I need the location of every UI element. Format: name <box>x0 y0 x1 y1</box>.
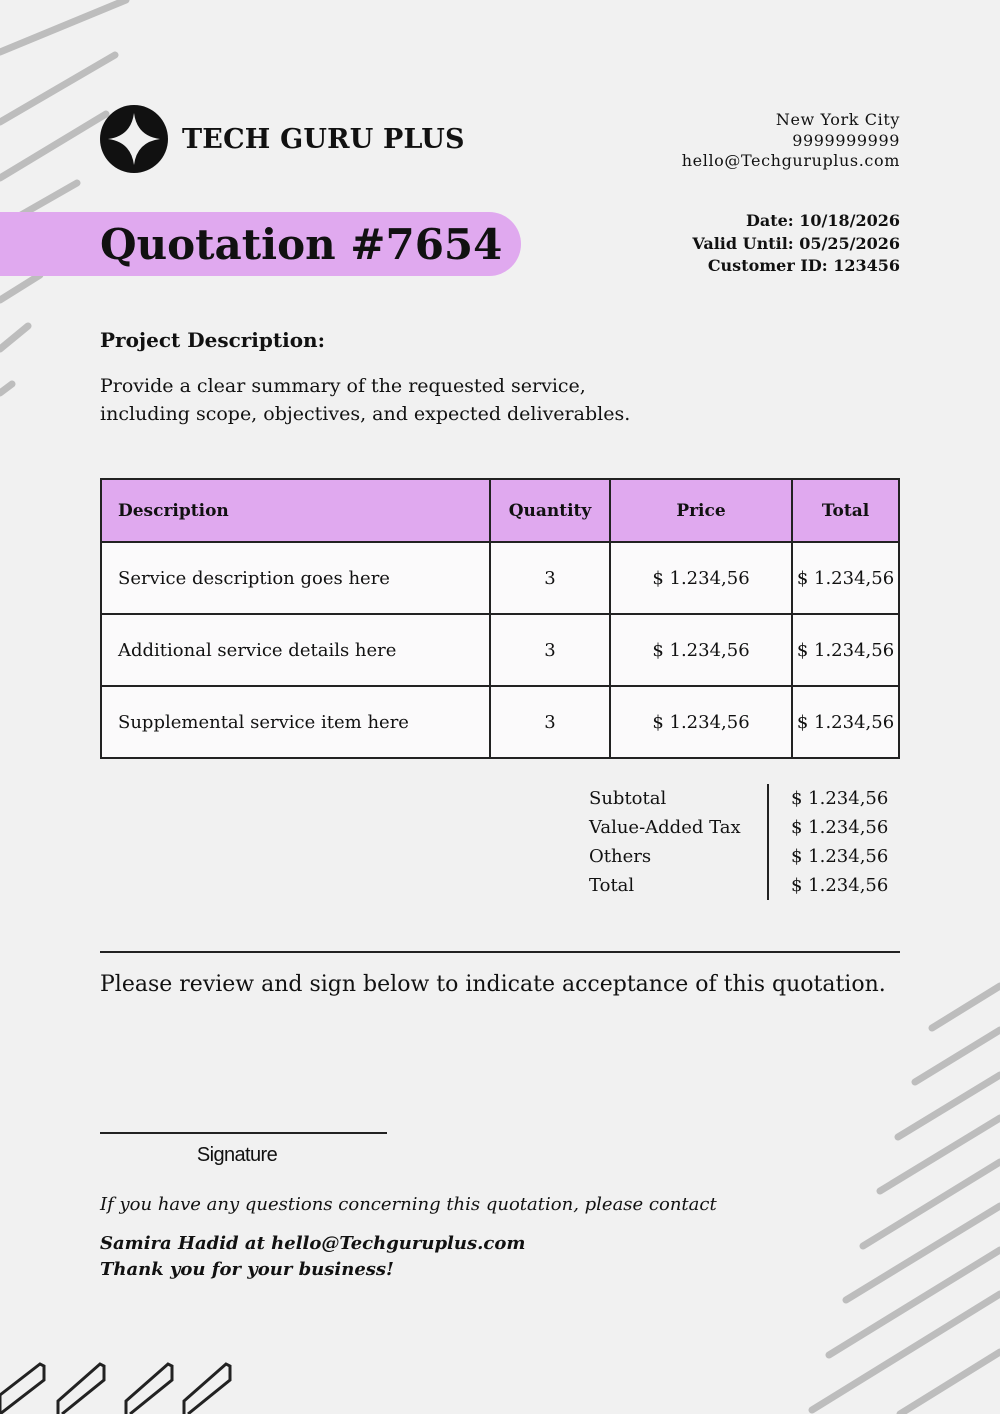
brand-logo <box>100 105 465 173</box>
item-quantity: 3 <box>490 614 610 686</box>
item-quantity: 3 <box>490 686 610 758</box>
table-header-row <box>101 479 899 542</box>
summary-row-others <box>589 842 888 871</box>
company-contact <box>682 110 900 172</box>
column-header-quantity: Quantity <box>490 479 610 542</box>
quotation-valid-until: Valid Until: 05/25/2026 <box>692 233 900 253</box>
summary-label: Total <box>589 875 635 896</box>
column-header-price: Price <box>610 479 792 542</box>
project-description-text <box>100 372 660 428</box>
item-total: $ 1.234,56 <box>792 614 899 686</box>
totals-summary <box>589 784 888 900</box>
item-price: $ 1.234,56 <box>610 542 792 614</box>
summary-value: $ 1.234,56 <box>791 817 889 838</box>
footer-thanks: Thank you for your business! <box>100 1259 394 1280</box>
brand-name: TECH GURU PLUS <box>182 123 465 155</box>
four-point-star-icon <box>100 105 168 173</box>
summary-row-subtotal <box>589 784 888 813</box>
quotation-date: Date: 10/18/2026 <box>745 211 900 230</box>
summary-label: Value-Added Tax <box>589 817 741 838</box>
acceptance-statement: Please review and sign below to indicate acceptance of this quotation. <box>100 972 886 997</box>
item-description: Additional service details here <box>101 614 490 686</box>
item-price: $ 1.234,56 <box>610 686 792 758</box>
item-quantity: 3 <box>490 542 610 614</box>
project-description-line: Provide a clear summary of the requested service, <box>100 375 586 397</box>
summary-value: $ 1.234,56 <box>791 788 889 809</box>
column-header-total: Total <box>792 479 899 542</box>
line-items-table <box>100 478 900 759</box>
item-total: $ 1.234,56 <box>792 542 899 614</box>
summary-value: $ 1.234,56 <box>791 875 889 896</box>
summary-row-total <box>589 871 888 900</box>
summary-divider <box>767 784 769 900</box>
project-description-heading: Project Description: <box>100 328 325 352</box>
footer-closing <box>100 1231 525 1283</box>
summary-label: Subtotal <box>589 788 667 809</box>
item-description: Service description goes here <box>101 542 490 614</box>
quotation-meta <box>692 210 900 278</box>
summary-row-vat <box>589 813 888 842</box>
summary-label: Others <box>589 846 652 867</box>
customer-id: Customer ID: 123456 <box>707 256 900 275</box>
table-row <box>101 614 899 686</box>
project-description-line: including scope, objectives, and expected deliverables. <box>100 403 631 425</box>
footer-contact-note: If you have any questions concerning this quotation, please contact <box>100 1194 717 1215</box>
section-divider <box>100 951 900 953</box>
company-phone: 9999999999 <box>792 130 900 150</box>
quotation-title: Quotation #7654 <box>100 220 503 269</box>
decorative-stripes-bottom-right <box>812 986 1000 1414</box>
table-row <box>101 686 899 758</box>
table-row <box>101 542 899 614</box>
item-description: Supplemental service item here <box>101 686 490 758</box>
summary-value: $ 1.234,56 <box>791 846 889 867</box>
signature-line[interactable] <box>100 1132 387 1134</box>
signature-label: Signature <box>196 1144 278 1166</box>
column-header-description: Description <box>101 479 490 542</box>
company-city: New York City <box>775 110 900 129</box>
item-total: $ 1.234,56 <box>792 686 899 758</box>
item-price: $ 1.234,56 <box>610 614 792 686</box>
footer-contact-line: Samira Hadid at hello@Techguruplus.com <box>100 1233 526 1254</box>
company-email: hello@Techguruplus.com <box>681 151 900 170</box>
decorative-outline-stripes-bottom-left <box>0 1364 230 1414</box>
